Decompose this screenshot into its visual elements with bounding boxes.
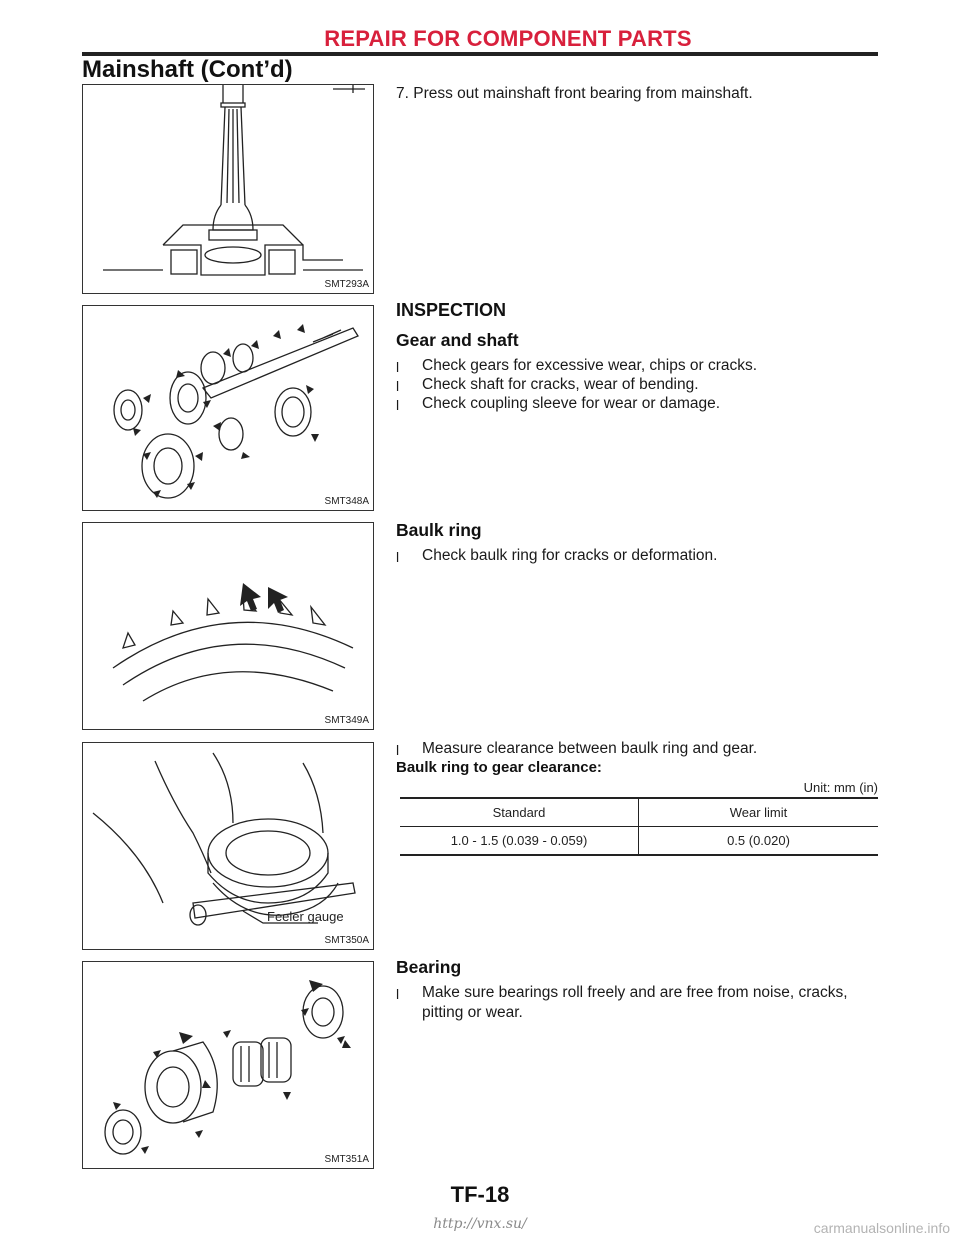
clearance-table bbox=[400, 797, 878, 856]
table-row bbox=[400, 827, 878, 856]
bearing-heading: Bearing bbox=[396, 957, 462, 977]
mainshaft-press-illustration bbox=[83, 85, 375, 295]
figure-smt293a bbox=[82, 84, 374, 294]
gears-and-shaft-illustration bbox=[83, 306, 375, 512]
bullet-icon: l bbox=[396, 742, 400, 758]
watermark: carmanualsonline.info bbox=[813, 1220, 950, 1236]
feeler-gauge-label: Feeler gauge bbox=[267, 909, 344, 924]
table-cell: 1.0 - 1.5 (0.039 - 0.059) bbox=[400, 827, 639, 856]
clearance-label: Baulk ring to gear clearance: bbox=[396, 759, 602, 776]
page-number: TF-18 bbox=[450, 1182, 510, 1207]
bullet-icon: l bbox=[396, 397, 400, 413]
list-item-text: Check gears for excessive wear, chips or cracks. bbox=[422, 357, 758, 374]
bullet-icon: l bbox=[396, 378, 400, 394]
list-item-text: Check baulk ring for cracks or deformation. bbox=[422, 547, 718, 564]
list-item-text: Measure clearance between baulk ring and gear. bbox=[422, 740, 758, 757]
figure-smt348a bbox=[82, 305, 374, 511]
step-7-text: 7. Press out mainshaft front bearing from mainshaft. bbox=[396, 85, 753, 102]
column-header-wear-limit: Wear limit bbox=[639, 798, 879, 827]
figure-smt349a bbox=[82, 522, 374, 730]
list-item bbox=[396, 739, 757, 759]
figure-smt350a bbox=[82, 742, 374, 950]
table-cell: 0.5 (0.020) bbox=[639, 827, 879, 856]
figure-smt351a bbox=[82, 961, 374, 1169]
list-item bbox=[396, 394, 720, 414]
bullet-icon: l bbox=[396, 359, 400, 375]
list-item bbox=[396, 375, 699, 395]
list-item-text: Check shaft for cracks, wear of bending. bbox=[422, 376, 699, 393]
figure-caption: SMT293A bbox=[324, 279, 369, 290]
baulk-ring-illustration bbox=[83, 523, 375, 731]
figure-caption: SMT348A bbox=[324, 496, 369, 507]
footer-url[interactable]: http://vnx.su/ bbox=[433, 1216, 527, 1232]
bearings-illustration bbox=[83, 962, 375, 1170]
list-item bbox=[396, 983, 878, 1023]
baulk-ring-heading: Baulk ring bbox=[396, 520, 482, 540]
section-title: REPAIR FOR COMPONENT PARTS bbox=[324, 26, 692, 51]
figure-caption: SMT351A bbox=[324, 1154, 369, 1165]
column-header-standard: Standard bbox=[400, 798, 639, 827]
list-item-text: Check coupling sleeve for wear or damage. bbox=[422, 395, 721, 412]
figure-caption: SMT350A bbox=[324, 935, 369, 946]
inspection-heading: INSPECTION bbox=[396, 300, 507, 320]
feeler-gauge-illustration bbox=[83, 743, 375, 951]
gear-and-shaft-heading: Gear and shaft bbox=[396, 330, 519, 350]
bullet-icon: l bbox=[396, 549, 400, 565]
unit-label: Unit: mm (in) bbox=[803, 780, 878, 795]
list-item bbox=[396, 356, 757, 376]
list-item-text: Make sure bearings roll freely and are free from noise, cracks, pitting or wear. bbox=[422, 984, 848, 1022]
bullet-icon: l bbox=[396, 986, 400, 1002]
list-item bbox=[396, 546, 717, 566]
figure-caption: SMT349A bbox=[324, 715, 369, 726]
page-title: Mainshaft (Cont’d) bbox=[82, 56, 293, 83]
table-header-row bbox=[400, 798, 878, 827]
